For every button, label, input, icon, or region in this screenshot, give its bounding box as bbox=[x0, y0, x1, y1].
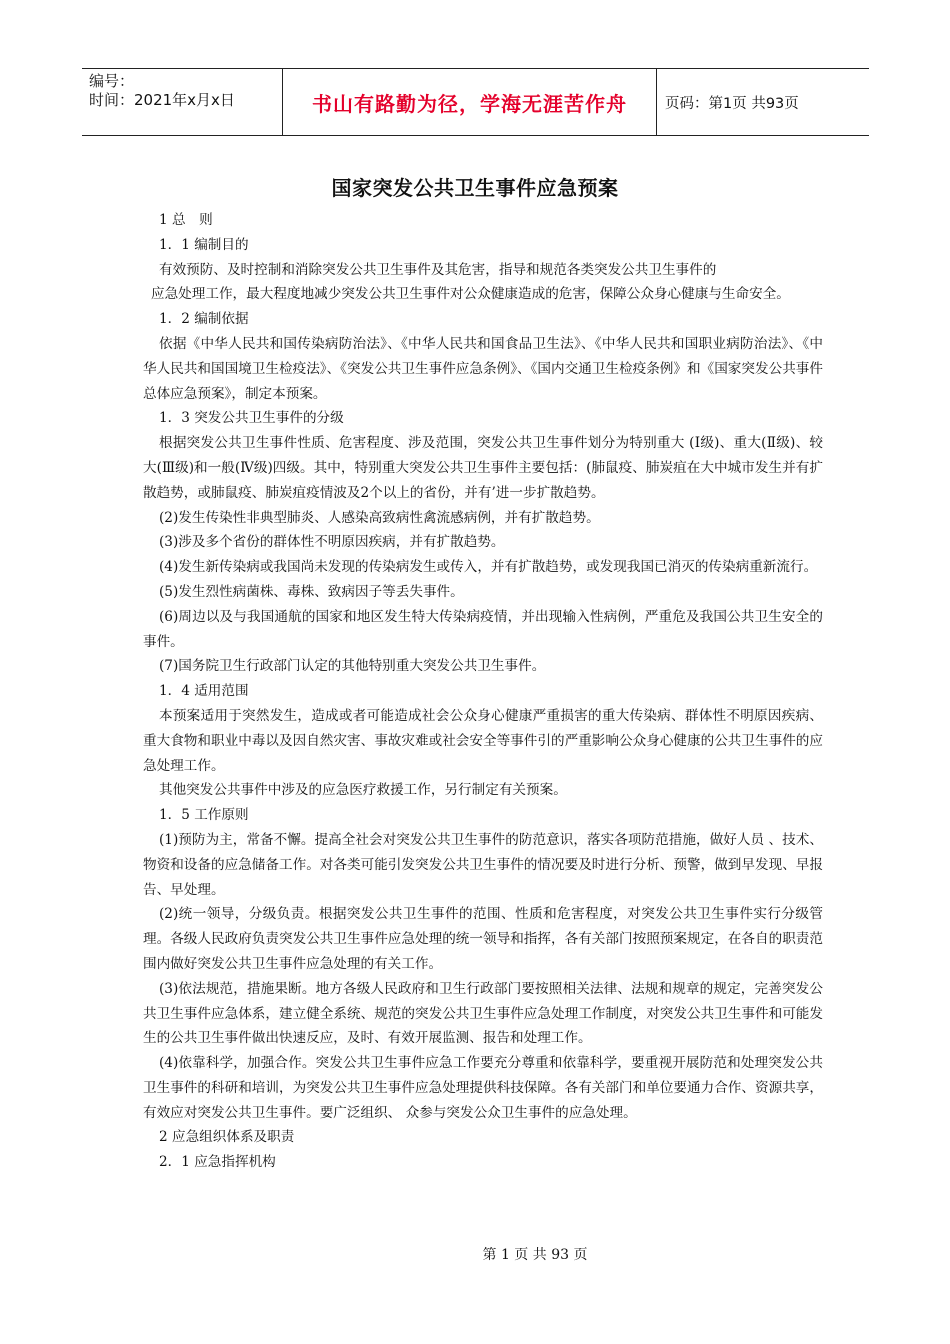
list-item: (3)依法规范，措施果断。地方各级人民政府和卫生行政部门要按照相关法律、法规和规章的规定，完善突发公共卫生事件应急体系，建立健全系统、规范的突发公共卫生事件应急处理工作制度，对突发公共卫生事件和可能发生的公共卫生事件做出快速反应，及时、有效开展监测、报告和处理工作。 bbox=[143, 980, 823, 1047]
subsection-heading: 2．1 应急指挥机构 bbox=[159, 1154, 276, 1171]
subsection-heading: 1．1 编制目的 bbox=[159, 236, 249, 253]
paragraph: 其他突发公共事件中涉及的应急医疗救援工作，另行制定有关预案。 bbox=[159, 782, 567, 799]
list-item: (1)预防为主，常备不懈。提高全社会对突发公共卫生事件的防范意识，落实各项防范措施，做好人员 、技术、物资和设备的应急储备工作。对各类可能引发突发公共卫生事件的情况要及时进行分析、预警，做到早发现、早报告、早处理。 bbox=[143, 831, 823, 898]
list-item: (7)国务院卫生行政部门认定的其他特别重大突发公共卫生事件。 bbox=[159, 658, 546, 675]
list-item: (6)周边以及与我国通航的国家和地区发生特大传染病疫情，并出现输入性病例，严重危及我国公共卫生安全的事件。 bbox=[143, 608, 823, 650]
page-header bbox=[82, 68, 869, 136]
list-item: (4)依靠科学，加强合作。突发公共卫生事件应急工作要充分尊重和依靠科学，要重视开展防范和处理突发公共卫生事件的科研和培训，为突发公共卫生事件应急处理提供科技保障。各有关部门和单位要通力合作、资源共享，有效应对突发公共卫生事件。要广泛组织、 众参与突发公众卫生事件的应急处理。 bbox=[143, 1055, 823, 1121]
paragraph: 依据《中华人民共和国传染病防治法》、《中华人民共和国食品卫生法》、《中华人民共和国职业病防治法》、《中华人民共和国国境卫生检疫法》、《突发公共卫生事件应急条例》、《国内交通卫生检疫条例》和《国家突发公共事件总体应急预案》，制定本预案。 bbox=[143, 335, 823, 402]
page-footer: 第 1 页 共 93 页 bbox=[482, 1247, 588, 1263]
list-item: (2)统一领导，分级负责。根据突发公共卫生事件的范围、性质和危害程度，对突发公共卫生事件实行分级管理。各级人民政府负责突发公共卫生事件应急处理的统一领导和指挥，各有关部门按照预案规定，在各自的职责范围内做好突发公共卫生事件应急处理的有关工作。 bbox=[143, 906, 823, 972]
section-heading: 2 应急组织体系及职责 bbox=[159, 1129, 295, 1146]
subsection-heading: 1．2 编制依据 bbox=[159, 311, 249, 328]
list-item: (5)发生烈性病菌株、毒株、致病因子等丢失事件。 bbox=[159, 583, 464, 600]
date-line: 时间：2021年x月x日 bbox=[89, 91, 235, 109]
paragraph: 应急处理工作，最大程度地减少突发公共卫生事件对公众健康造成的危害，保障公众身心健康与生命安全。 bbox=[151, 286, 790, 303]
list-item: (4)发生新传染病或我国尚未发现的传染病发生或传入，并有扩散趋势，或发现我国已消灭的传染病重新流行。 bbox=[159, 559, 818, 576]
subsection-heading: 1．3 突发公共卫生事件的分级 bbox=[159, 410, 344, 427]
subsection-heading: 1．4 适用范围 bbox=[159, 683, 249, 700]
subsection-heading: 1．5 工作原则 bbox=[159, 807, 249, 824]
section-heading: 1 总 则 bbox=[159, 212, 213, 228]
number-label: 编号： bbox=[89, 72, 135, 90]
header-meta bbox=[82, 69, 282, 135]
paragraph: 根据突发公共卫生事件性质、危害程度、涉及范围，突发公共卫生事件划分为特别重大 (Ⅰ级)、重大(Ⅱ级)、较大(Ⅲ级)和一般(Ⅳ级)四级。其中，特别重大突发公共卫生事件主要包括：(肺鼠疫、肺炭疽在大中城市发生并有扩散趋势，或肺鼠疫、肺炭疽疫情波及2个以上的省份，并有’进一步扩散趋势。 bbox=[143, 435, 823, 501]
document-body bbox=[143, 208, 823, 1175]
list-item: (3)涉及多个省份的群体性不明原因疾病，并有扩散趋势。 bbox=[159, 534, 505, 551]
paragraph: 本预案适用于突然发生，造成或者可能造成社会公众身心健康严重损害的重大传染病、群体性不明原因疾病、重大食物和职业中毒以及因自然灾害、事故灾难或社会安全等事件引的严重影响公众身心健康的公共卫生事件的应急处理工作。 bbox=[143, 707, 823, 774]
paragraph: 有效预防、及时控制和消除突发公共卫生事件及其危害，指导和规范各类突发公共卫生事件的 bbox=[159, 261, 717, 278]
header-page-info: 页码：第1页 共93页 bbox=[665, 95, 799, 112]
list-item: (2)发生传染性非典型肺炎、人感染高致病性禽流感病例，并有扩散趋势。 bbox=[159, 509, 600, 526]
document-title: 国家突发公共卫生事件应急预案 bbox=[331, 176, 619, 200]
header-motto: 书山有路勤为径，学海无涯苦作舟 bbox=[282, 69, 657, 135]
